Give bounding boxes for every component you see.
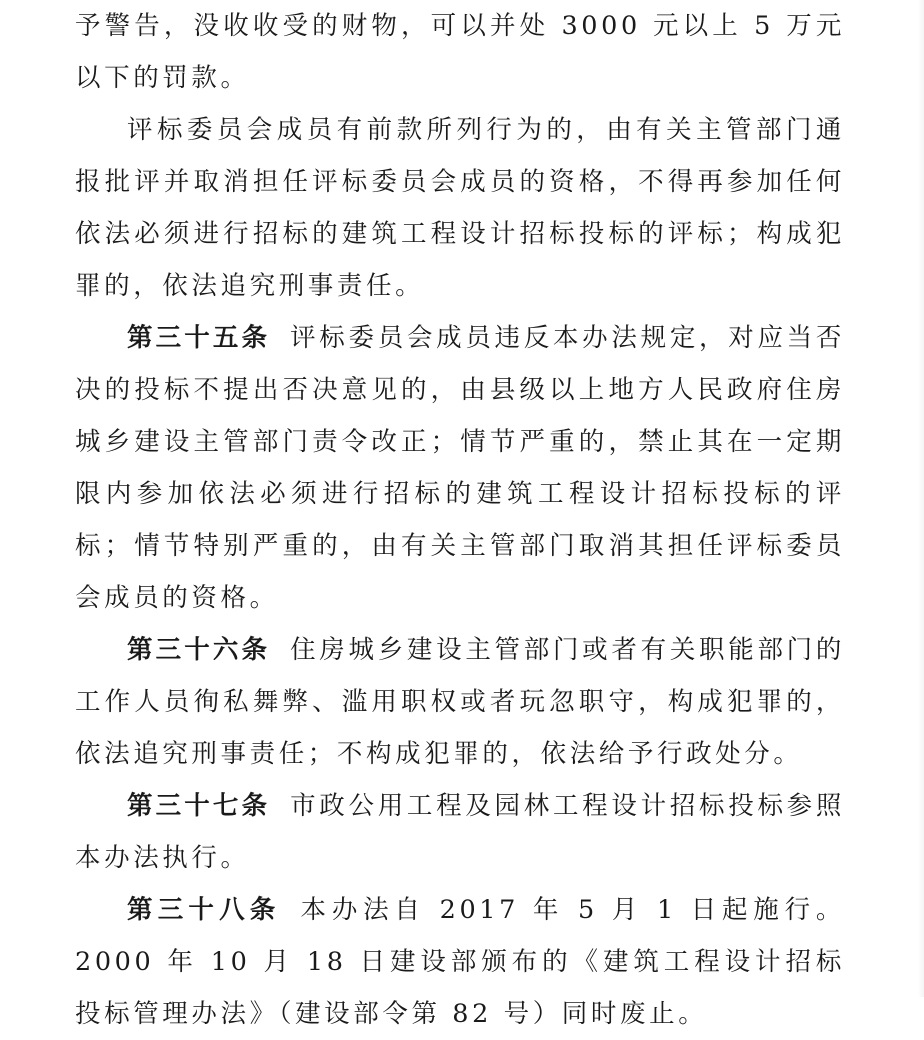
article-37 — [75, 780, 845, 884]
document-page — [75, 0, 845, 1040]
article-title: 第三十八条 — [127, 895, 281, 925]
article-35 — [75, 312, 845, 624]
article-text: 评标委员会成员违反本办法规定，对应当否决的投标不提出否决意见的，由县级以上地方人民政府住房城乡建设主管部门责令改正；情节严重的，禁止其在一定期限内参加依法必须进行招标的建筑工程设计招标投标的评标；情节特别严重的，由有关主管部门取消其担任评标委员会成员的资格。 — [75, 323, 845, 613]
paragraph-committee-member-disqualification — [75, 104, 845, 312]
article-text: 住房城乡建设主管部门或者有关职能部门的工作人员徇私舞弊、滥用职权或者玩忽职守，构成犯罪的，依法追究刑事责任；不构成犯罪的，依法给予行政处分。 — [75, 635, 845, 769]
paragraph-text: 予警告，没收收受的财物，可以并处 3000 元以上 5 万元以下的罚款。 — [75, 11, 845, 93]
article-38 — [75, 884, 845, 1040]
paragraph-text: 评标委员会成员有前款所列行为的，由有关主管部门通报批评并取消担任评标委员会成员的资格，不得再参加任何依法必须进行招标的建筑工程设计招标投标的评标；构成犯罪的，依法追究刑事责任。 — [75, 115, 845, 301]
paragraph-penalty-continuation — [75, 0, 845, 104]
article-title: 第三十五条 — [127, 323, 271, 353]
article-text: 市政公用工程及园林工程设计招标投标参照本办法执行。 — [75, 791, 845, 873]
article-title: 第三十六条 — [127, 635, 271, 665]
scan-edge-shading — [918, 0, 924, 997]
article-text: 本办法自 2017 年 5 月 1 日起施行。2000 年 10 月 18 日建设部颁布的《建筑工程设计招标投标管理办法》（建设部令第 82 号）同时废止。 — [75, 895, 845, 1029]
article-title: 第三十七条 — [127, 791, 271, 821]
article-36 — [75, 624, 845, 780]
